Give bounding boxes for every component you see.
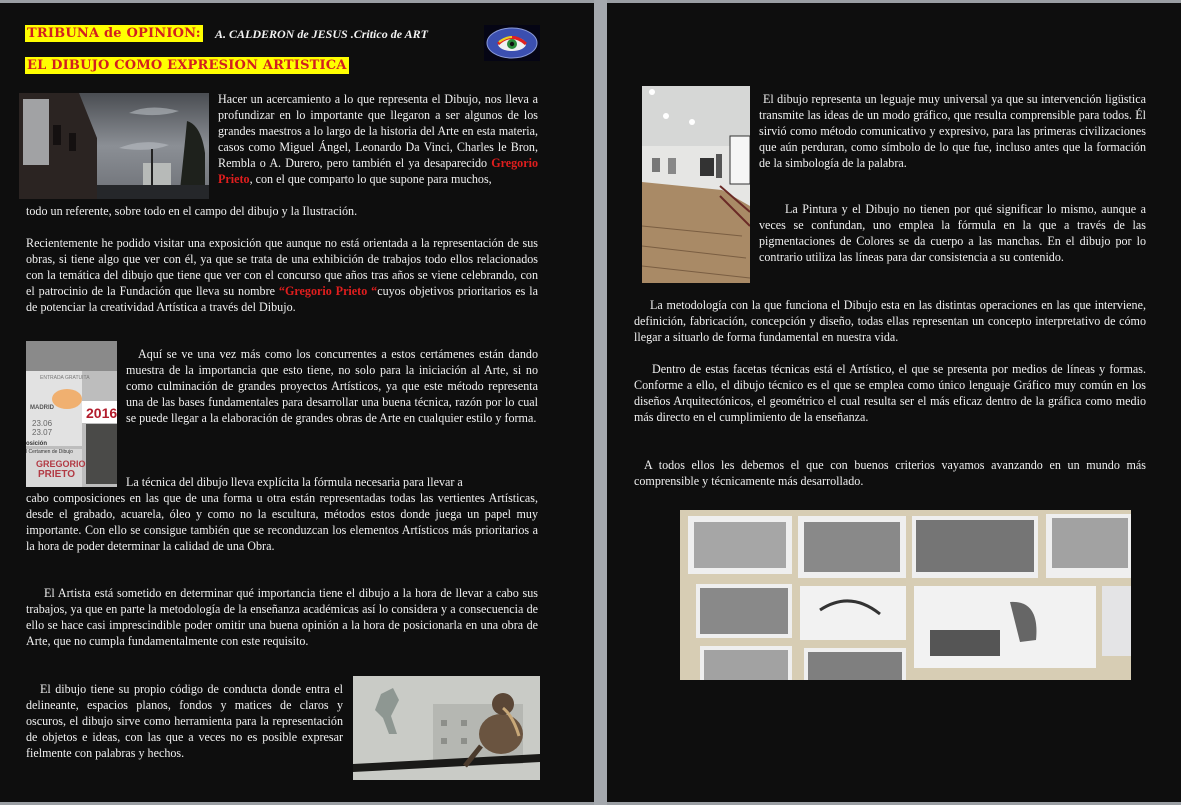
centiars-logo [484, 25, 540, 61]
right-paragraph-5: A todos ellos les debemos el que con buenos criterios vayamos avanzando en un mundo más comprensible y técnicamente más desarrollado. [634, 458, 1146, 488]
poster-entrada: ENTRADA GRATUITA [40, 375, 90, 381]
paragraph-2-text: Recientemente he podido visitar una exposición que aunque no está orientada a la representación de sus obras, si tiene algo que ver con él, ya que se trata de una exhibición de trabajos todo ellos relacionados con la temática del dibujo que tiene que ver con el concurso que años tras años se viene celebrando, con el patrocinio de la Fundación que lleva su nombre [26, 236, 538, 298]
poster-date-end: 23.07 [32, 428, 53, 437]
drawings-exhibition-photo [680, 510, 1131, 680]
page-left [0, 3, 594, 802]
poster-name-last: PRIETO [38, 469, 76, 480]
exhibition-poster-photo [26, 341, 117, 487]
paragraph-5: El Artista está sometido en determinar qué importancia tiene el dibujo a la hora de llevar a cabo sus trabajos, ya que en parte la metodología de la enseñanza académicas así lo considera y a consecuencia de ello se hace casi imprescindible poder omitir una buena opinión a la hora de posicionarla en una obra de Arte, que no cumpla fundamentalmente con este requisito. [26, 586, 538, 648]
gregorio-prieto-quoted: “Gregorio Prieto “ [275, 284, 378, 298]
poster-city: MADRID [30, 405, 54, 411]
paragraph-1-intro [218, 91, 538, 187]
article-title: EL DIBUJO COMO EXPRESION ARTISTICA [27, 58, 347, 73]
author-byline: A. CALDERON de JESUS .Critico de ART [215, 27, 428, 41]
paragraph-4: cabo composiciones en las que de una forma u otra están representadas todas las vertientes Artísticas, desde el grabado, acuarela, óleo y como no la escultura, métodos estos donde juega un papel muy importante. Con ello se consigue también que se reconduzcan los elementos Artísticos más prioritarios a la hora de poder determinar la calidad de una Obra. [26, 491, 538, 553]
page-gutter [594, 0, 607, 805]
paragraph-2-text-end: cuyos objetivos prioritarios es la de potenciar la creatividad Artística a través del Dibujo. [26, 284, 538, 314]
paragraph-6: El dibujo tiene su propio código de conducta donde entra el delineante, espacios planos, fondos y matices de claros y oscuros, el dibujo sirve como herramienta para la representación de objetos e ideas, con las que a veces no es posible expresar fielmente con palabras y hechos. [26, 682, 343, 760]
right-paragraph-2: La Pintura y el Dibujo no tienen por qué significar lo mismo, aunque a veces se confundan, uno emplea la fórmula en la que a través de las pigmentaciones de Colores se da cuerpo a las manchas. En el dibujo por lo contrario utiliza las líneas para dar consistencia a su contenido. [759, 202, 1146, 264]
paragraph-2 [26, 235, 538, 315]
paragraph-4-first-line: La técnica del dibujo lleva explícita la fórmula necesaria para llevar a [126, 475, 463, 489]
paragraph-3: Aquí se ve una vez más como los concurrentes a estos certámenes están dando muestra de la importancia que esto tiene, no solo para la iniciación al Arte, si no como culminación de grandes proyectos Artísticos, ya que este método representa una de las bases fundamentales para desarrollar una buena técnica, razón por lo cual se puede llegar a la elaboración de grandes obras de Arte en cualquier estilo y forma. [126, 347, 538, 425]
sparrow-drawing-photo [353, 676, 540, 780]
page-right [607, 3, 1181, 802]
eye-logo-icon [484, 25, 540, 61]
right-paragraph-3: La metodología con la que funciona el Dibujo esta en las distintas operaciones en las que interviene, definición, fabricación, concepción y diseño, todas ellas representan un concepto interpretativo de cómo llegar a situarlo de forma fundamental en nuestra vida. [634, 298, 1146, 344]
poster-certamen: l Certamen de Dibujo [26, 449, 73, 455]
poster-date-start: 23.06 [32, 419, 53, 428]
poster-year: 2016 [86, 405, 117, 421]
right-paragraph-4: Dentro de estas facetas técnicas está el Artístico, el que se presenta por medios de líneas y formas. Conforme a ello, el dibujo técnico es el que se emplea como único lenguaje Gráfico muy común en los diseños Arquitectónicos, el geométrico el cual resulta ser el más eficaz dentro de la gráfica como medio más directo en el cumplimiento de la enseñanza. [634, 362, 1146, 424]
gallery-interior-photo [642, 86, 750, 283]
section-label: TRIBUNA de OPINION: [27, 26, 201, 41]
poster-name-first: GREGORIO [36, 459, 86, 469]
poster-exposicion: osición [26, 441, 48, 447]
gregorio-prieto-highlight: Gregorio Prieto [218, 156, 538, 186]
right-paragraph-1: El dibujo representa un leguaje muy universal ya que su intervención ligüstica transmite las ideas de un modo gráfico, que resulta comprensible para todos. Él sirvió como método comunicativo y expresivo, para las primeras civilizaciones que aún perduran, como símbolo de lo que fue, incluso antes que la formación de la simbología de la palabra. [759, 92, 1146, 170]
paragraph-1-text: Hacer un acercamiento a lo que representa el Dibujo, nos lleva a profundizar en lo importante que llegaron a ser algunos de los grandes maestros a lo largo de la historia del Arte en esta materia, casos como Miguel Ángel, Leonardo Da Vinci, Charles le Bron, Rembla o A. Durero, pero también el ya desaparecido [218, 92, 538, 170]
paragraph-1-text-end: , con el que comparto lo que supone para muchos, [249, 172, 492, 186]
street-photo [19, 93, 209, 199]
paragraph-1-continued: todo un referente, sobre todo en el campo del dibujo y la Ilustración. [26, 204, 358, 218]
